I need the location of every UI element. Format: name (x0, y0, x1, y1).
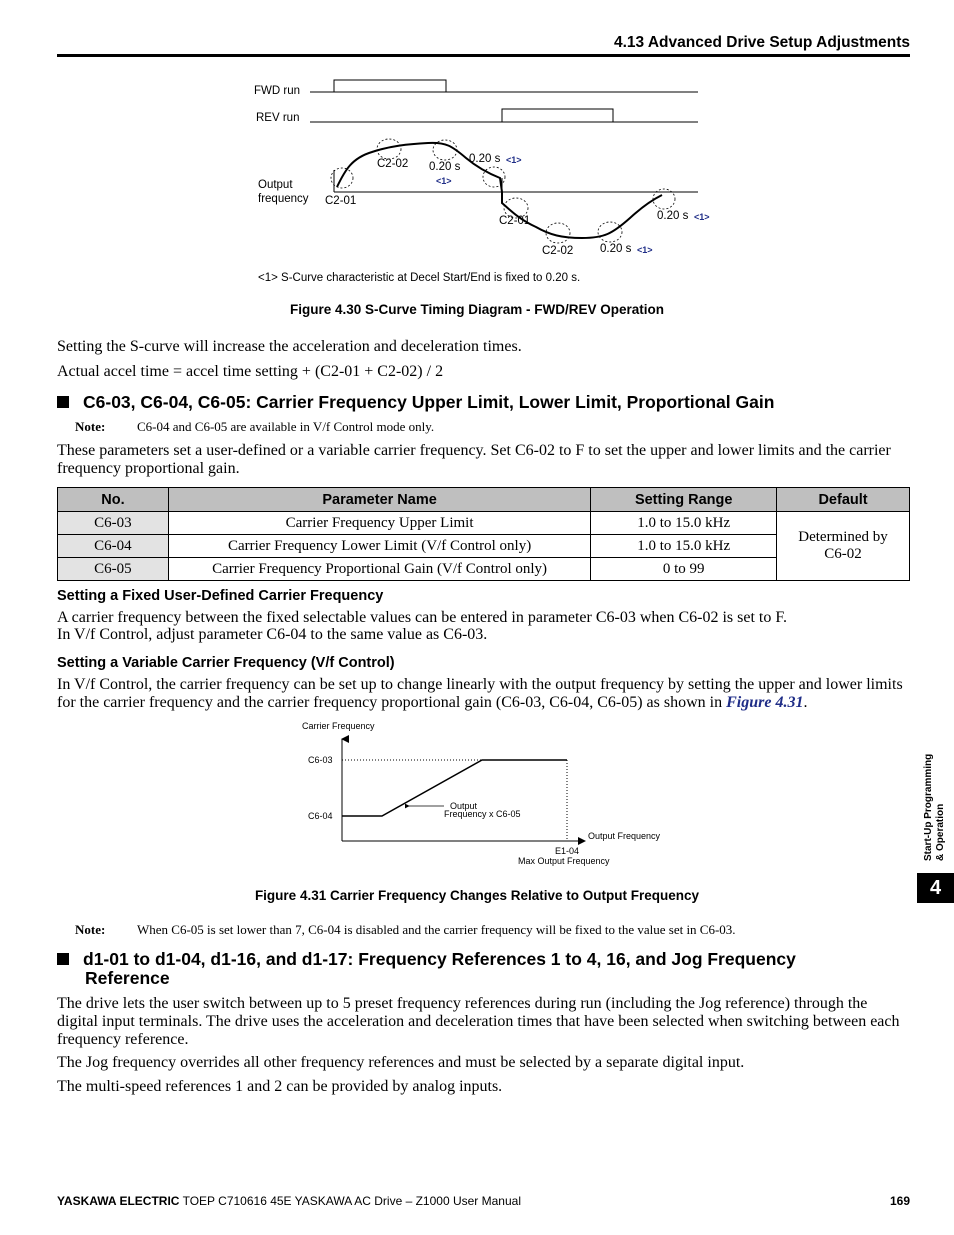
row-range: 1.0 to 15.0 kHz (591, 535, 777, 558)
row-name: Carrier Frequency Proportional Gain (V/f Control only) (168, 558, 590, 581)
figure-4-31 (0, 715, 954, 875)
output-label: Output (258, 179, 293, 191)
side-line-2: & Operation (935, 803, 946, 861)
slope-formula-label: Frequency x C6-05 (444, 809, 521, 819)
header-no: No. (58, 488, 169, 512)
row-no: C6-04 (58, 535, 169, 558)
figure-4-31-link[interactable]: Figure 4.31 (726, 694, 804, 711)
carrier-frequency-graph (0, 715, 954, 875)
fixed-carrier-line-2: In V/f Control, adjust parameter C6-04 to the same value as C6-03. (57, 626, 488, 643)
header-default: Default (777, 488, 910, 512)
row-name: Carrier Frequency Upper Limit (168, 512, 590, 535)
c2-02-label-b: C2-02 (542, 245, 574, 257)
d1-section-heading (57, 950, 910, 969)
variable-carrier-paragraph (57, 676, 910, 712)
e1-04-label: E1-04 (555, 846, 580, 856)
c6-note-label: Note: (75, 419, 106, 434)
ref-label-a: <1> (436, 176, 452, 186)
variable-text-part-1: In V/f Control, the carrier frequency can be set up to change linearly with the output frequency by setting the upper and lower limits for the carrier frequency and the carrier frequency proportional gain (C6-03, C6-04, C6-05) as shown in (57, 676, 903, 711)
figure-4-31-caption: Figure 4.31 Carrier Frequency Changes Relative to Output Frequency (254, 888, 700, 903)
d1-paragraph-2: The Jog frequency overrides all other frequency references and must be selected by a separate digital input. (57, 1054, 745, 1071)
bullet-square-icon (57, 396, 69, 408)
variable-text-part-2: . (803, 694, 808, 711)
accel-time-formula: Actual accel time = accel time setting + (C2-01 + C2-02) / 2 (57, 363, 444, 380)
row-default (777, 512, 910, 581)
header-parameter-name: Parameter Name (168, 488, 590, 512)
page-number: 169 (889, 1194, 910, 1208)
figure-note-label: Note: (75, 922, 106, 937)
c6-heading-text: C6-03, C6-04, C6-05: Carrier Frequency Upper Limit, Lower Limit, Proportional Gain (83, 392, 775, 412)
row-no: C6-05 (58, 558, 169, 581)
c6-parameter-table (57, 487, 910, 581)
row-range: 1.0 to 15.0 kHz (591, 512, 777, 535)
c2-01-label-b: C2-01 (499, 215, 531, 227)
x-axis-label: Output Frequency (588, 831, 661, 841)
time-label-c: 0.20 s (600, 243, 632, 255)
figure-4-30-caption: Figure 4.30 S-Curve Timing Diagram - FWD/REV Operation (289, 302, 665, 317)
time-label-a: 0.20 s (429, 161, 461, 173)
rev-run-label: REV run (256, 112, 300, 124)
c6-04-label: C6-04 (308, 811, 333, 821)
d1-heading-line-1: d1-01 to d1-04, d1-16, and d1-17: Frequency References 1 to 4, 16, and Jog Frequency (83, 949, 796, 969)
row-name: Carrier Frequency Lower Limit (V/f Control only) (168, 535, 590, 558)
table-row (58, 512, 910, 535)
figure-4-30 (0, 70, 954, 300)
chapter-side-label (923, 733, 953, 861)
c6-intro-paragraph: These parameters set a user-defined or a variable carrier frequency. Set C6-02 to F to set the upper and lower limits and the carrier frequency proportional gain. (57, 442, 891, 477)
row-range: 0 to 99 (591, 558, 777, 581)
row-no: C6-03 (58, 512, 169, 535)
variable-carrier-heading: Setting a Variable Carrier Frequency (V/f Control) (57, 655, 395, 671)
fwd-run-pulse (334, 80, 446, 92)
ref-label-b: <1> (506, 155, 522, 165)
slope-output-label: Output (450, 801, 478, 811)
time-label-d: 0.20 s (657, 210, 689, 222)
rev-run-pulse (502, 109, 613, 122)
c2-01-label-a: C2-01 (325, 195, 357, 207)
d1-paragraph-1: The drive lets the user switch between up to 5 preset frequency references during run (including the Jog reference) through the digital input terminals. The drive uses the acceleration and deceleration times that have been selected when switching between each frequency reference. (57, 995, 900, 1048)
header-rule (57, 54, 910, 57)
default-line-1: Determined by (798, 529, 888, 545)
c6-note-text: C6-04 and C6-05 are available in V/f Control mode only. (137, 419, 435, 434)
section-title: 4.13 Advanced Drive Setup Adjustments (613, 34, 910, 51)
c6-section-heading (57, 393, 910, 412)
footer-brand: YASKAWA ELECTRIC (57, 1194, 180, 1208)
max-output-label: Max Output Frequency (518, 856, 610, 866)
footer-doc-info (57, 1194, 521, 1208)
fwd-run-label: FWD run (254, 85, 300, 97)
d1-paragraph-3: The multi-speed references 1 and 2 can be provided by analog inputs. (57, 1078, 503, 1095)
figure-note-text: When C6-05 is set lower than 7, C6-04 is disabled and the carrier frequency will be fixed to the value set in C6-03. (137, 922, 736, 937)
y-axis-label: Carrier Frequency (302, 721, 375, 731)
chapter-side-text (923, 754, 947, 861)
d1-heading-line-2: Reference (85, 968, 170, 988)
chapter-tab[interactable]: 4 (917, 873, 954, 903)
s-curve-diagram (0, 70, 954, 300)
side-line-1: Start-Up Programming (923, 753, 934, 861)
s-curve-paragraph: Setting the S-curve will increase the acceleration and deceleration times. (57, 338, 522, 355)
fixed-carrier-heading: Setting a Fixed User-Defined Carrier Frequency (57, 588, 384, 604)
bullet-square-icon (57, 953, 69, 965)
table-header-row (58, 488, 910, 512)
time-label-b: 0.20 s (469, 153, 501, 165)
default-line-2: C6-02 (824, 546, 862, 562)
frequency-label: frequency (258, 193, 309, 205)
footer-doc-title: TOEP C710616 45E YASKAWA AC Drive – Z1000 User Manual (179, 1194, 521, 1208)
ref-label-c: <1> (637, 245, 653, 255)
header-setting-range: Setting Range (591, 488, 777, 512)
figure-footnote: <1> S-Curve characteristic at Decel Start/End is fixed to 0.20 s. (258, 272, 581, 284)
c2-02-label-a: C2-02 (377, 158, 409, 170)
fixed-carrier-line-1: A carrier frequency between the fixed selectable values can be entered in parameter C6-03 when C6-02 is set to F. (57, 609, 787, 626)
c6-03-label: C6-03 (308, 755, 333, 765)
ref-label-d: <1> (694, 212, 710, 222)
